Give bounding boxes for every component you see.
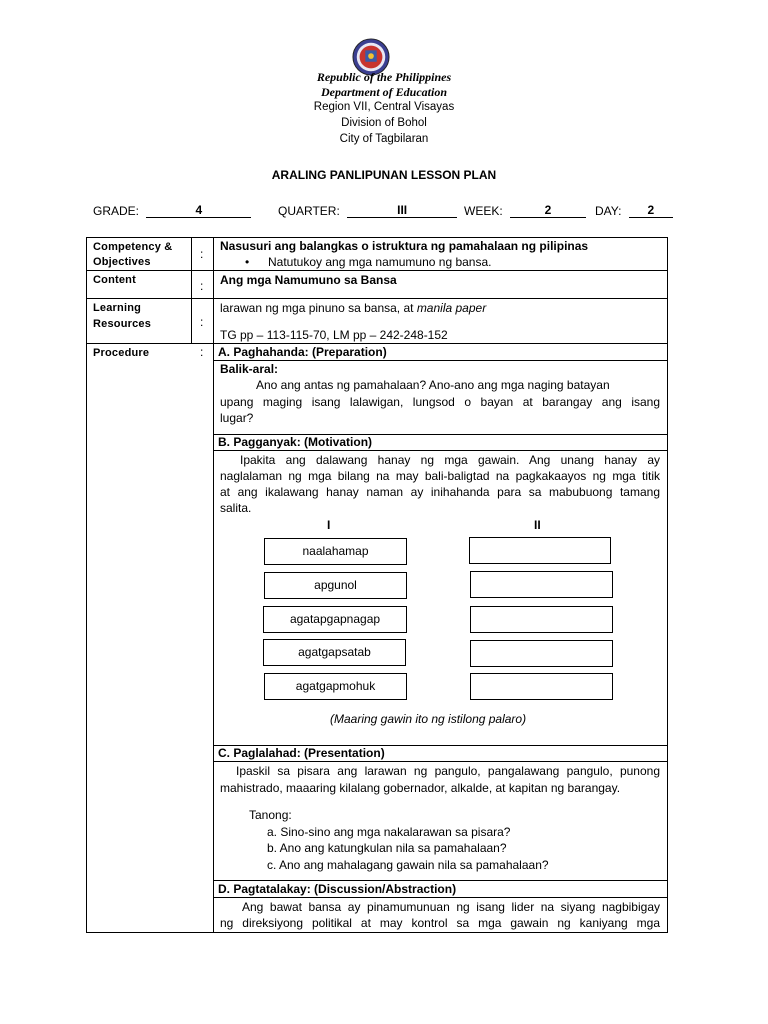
grade-field [93, 203, 251, 218]
quarter-label: QUARTER: [278, 204, 340, 218]
d-text-2: ng direksiyong politikal at may kontrol sa mga gawain ng kaniyang mga [220, 916, 660, 930]
resources-em: manila paper [416, 301, 487, 315]
col-divider-1 [191, 237, 192, 343]
week-value: 2 [510, 203, 586, 218]
content-colon: : [200, 279, 204, 293]
row-divider [86, 298, 668, 299]
b-text-2: naglalaman ng mga bilang na may bali-baligtad na pagkakaayos ng mga titik [220, 469, 660, 483]
row-divider [213, 360, 668, 361]
column-i-label: I [327, 518, 331, 532]
procedure-colon: : [200, 345, 204, 359]
b-text-1: Ipakita ang dalawang hanay ng mga gawain. Ang unang hanay ay [240, 453, 660, 467]
question-a: a. Sino-sino ang mga nakalarawan sa pisara? [267, 825, 511, 839]
quarter-field [278, 203, 457, 218]
word-box-5: agatgapmohuk [264, 673, 407, 700]
grade-label: GRADE: [93, 204, 140, 218]
word-box-3: agatapgapnagap [263, 606, 407, 633]
balik-aral-label: Balik-aral: [220, 362, 279, 376]
header-republic: Republic of the Philippines [316, 70, 452, 84]
row-divider [213, 897, 668, 898]
page-title: ARALING PANLIPUNAN LESSON PLAN [271, 168, 497, 182]
resources-label-1: Learning [93, 302, 142, 314]
competency-label-1: Competency & [93, 241, 173, 253]
row-divider [86, 270, 668, 271]
d-text-1: Ang bawat bansa ay pinamumunuan ng isang lider na siyang nagbibigay [242, 900, 660, 914]
competency-bullet: Natutukoy ang mga namumuno ng bansa. [268, 255, 492, 269]
resources-line2: TG pp – 113-115-70, LM pp – 242-248-152 [220, 328, 448, 342]
word-box-1: naalahamap [264, 538, 407, 565]
competency-main: Nasusuri ang balangkas o istruktura ng pamahalaan ng pilipinas [220, 239, 589, 253]
header-department: Department of Education [320, 85, 447, 99]
procedure-label: Procedure [93, 347, 150, 359]
row-divider [213, 450, 668, 451]
resources-colon: : [200, 315, 204, 329]
tanong-label: Tanong: [249, 808, 292, 822]
col-divider-2 [213, 237, 214, 933]
day-value: 2 [629, 203, 673, 218]
section-d-heading: D. Pagtatalakay: (Discussion/Abstraction) [218, 882, 457, 896]
content-value: Ang mga Namumuno sa Bansa [220, 273, 397, 287]
b-text-3: at ang ikalawang hanay naman ay inihahanda para sa mabubuong tamang [220, 485, 660, 499]
game-note: (Maaring gawin ito ng istilong palaro) [330, 712, 527, 726]
word-box-2: apgunol [264, 572, 407, 599]
competency-label-2: Objectives [93, 256, 151, 268]
grade-value: 4 [146, 203, 251, 218]
week-label: WEEK: [464, 204, 503, 218]
word-box-4: agatgapsatab [263, 639, 406, 666]
bullet-icon: • [245, 255, 250, 269]
answer-box-1[interactable] [469, 537, 611, 564]
question-c: c. Ano ang mahalagang gawain nila sa pamahalaan? [267, 858, 549, 872]
answer-box-2[interactable] [470, 571, 613, 598]
header-region: Region VII, Central Visayas [313, 101, 455, 113]
balik-text-1: Ano ang antas ng pamahalaan? Ano-ano ang mga naging batayan [256, 378, 610, 392]
b-text-4: salita. [220, 501, 252, 515]
section-b-heading: B. Pagganyak: (Motivation) [218, 435, 373, 449]
answer-box-3[interactable] [470, 606, 613, 633]
section-c-heading: C. Paglalahad: (Presentation) [218, 746, 385, 760]
balik-text-3: lugar? [220, 411, 254, 425]
question-b: b. Ano ang katungkulan nila sa pamahalaan? [267, 841, 507, 855]
c-text-2: mahistrado, maaaring kilalang gobernador, alkalde, at kapitan ng barangay. [220, 781, 621, 795]
header-city: City of Tagbilaran [339, 133, 429, 145]
day-field [595, 203, 673, 218]
column-ii-label: II [534, 518, 541, 532]
header-division: Division of Bohol [341, 117, 427, 129]
week-field [464, 203, 586, 218]
resources-label-2: Resources [93, 318, 152, 330]
competency-colon: : [200, 247, 204, 261]
quarter-value: III [347, 203, 457, 218]
answer-box-4[interactable] [470, 640, 613, 667]
resources-text: larawan ng mga pinuno sa bansa, at [220, 301, 414, 315]
row-divider [213, 761, 668, 762]
answer-box-5[interactable] [470, 673, 613, 700]
balik-text-2: upang maging isang lalawigan, lungsod o bayan at barangay ang isang [220, 395, 660, 409]
resources-line1 [220, 300, 486, 316]
section-a-heading: A. Paghahanda: (Preparation) [218, 345, 387, 359]
c-text-1: Ipaskil sa pisara ang larawan ng pangulo, pangalawang pangulo, punong [236, 764, 660, 778]
day-label: DAY: [595, 204, 622, 218]
content-label: Content [93, 274, 136, 286]
